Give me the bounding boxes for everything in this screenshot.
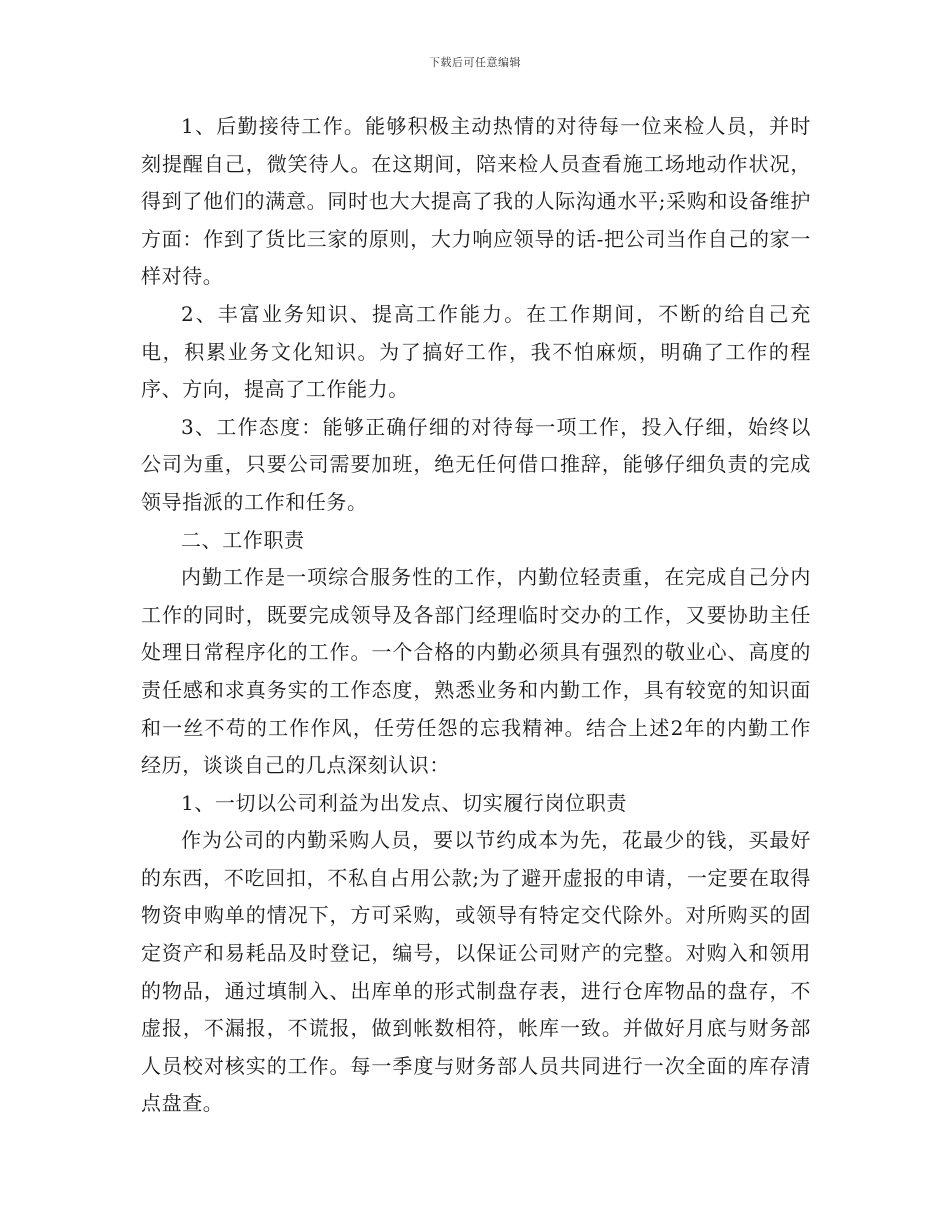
section-heading-duties: 二、工作职责 [181,527,305,552]
paragraph-reception-work: 1、后勤接待工作。能够积极主动热情的对待每一位来检人员，并时刻提醒自己，微笑待人。在这期间，陪来检人员查看施工场地动作状况，得到了他们的满意。同时也大大提高了我的人际沟通水平;采购和设备维护方面：作到了货比三家的原则，大力响应领导的话-把公司当作自己的家一样对待。 [141,114,811,289]
paragraph-procurement: 作为公司的内勤采购人员，要以节约成本为先，花最少的钱，买最好的东西，不吃回扣，不私自占用公款;为了避开虚报的申请，一定要在取得物资申购单的情况下，方可采购，或领导有特定交代除外。对所购买的固定资产和易耗品及时登记，编号，以保证公司财产的完整。对购入和领用的物品，通过填制入、出库单的形式制盘存表，进行仓库物品的盘存，不虚报，不漏报，不谎报，做到帐数相符，帐库一致。并做好月底与财务部人员校对核实的工作。每一季度与财务部人员共同进行一次全面的库存清点盘查。 [141,828,811,1116]
subheading-company-interest: 1、一切以公司利益为出发点、切实履行岗位职责 [181,790,627,815]
header-note: 下载后可任意编辑 [429,56,521,69]
paragraph-work-attitude: 3、工作态度：能够正确仔细的对待每一项工作，投入仔细，始终以公司为重，只要公司需要加班，绝无任何借口推辞，能够仔细负责的完成领导指派的工作和任务。 [141,414,811,514]
document-body [141,108,811,1123]
paragraph-business-knowledge: 2、丰富业务知识、提高工作能力。在工作期间，不断的给自己充电，积累业务文化知识。为了搞好工作，我不怕麻烦，明确了工作的程序、方向，提高了工作能力。 [141,301,811,402]
paragraph-internal-duties: 内勤工作是一项综合服务性的工作，内勤位轻责重，在完成自己分内工作的同时，既要完成领导及各部门经理临时交办的工作，又要协助主任处理日常程序化的工作。一个合格的内勤必须具有强烈的敬业心、高度的责任感和求真务实的工作态度，熟悉业务和内勤工作，具有较宽的知识面和一丝不苟的工作作风，任劳任怨的忘我精神。结合上述2年的内勤工作经历，谈谈自己的几点深刻认识： [141,565,811,778]
